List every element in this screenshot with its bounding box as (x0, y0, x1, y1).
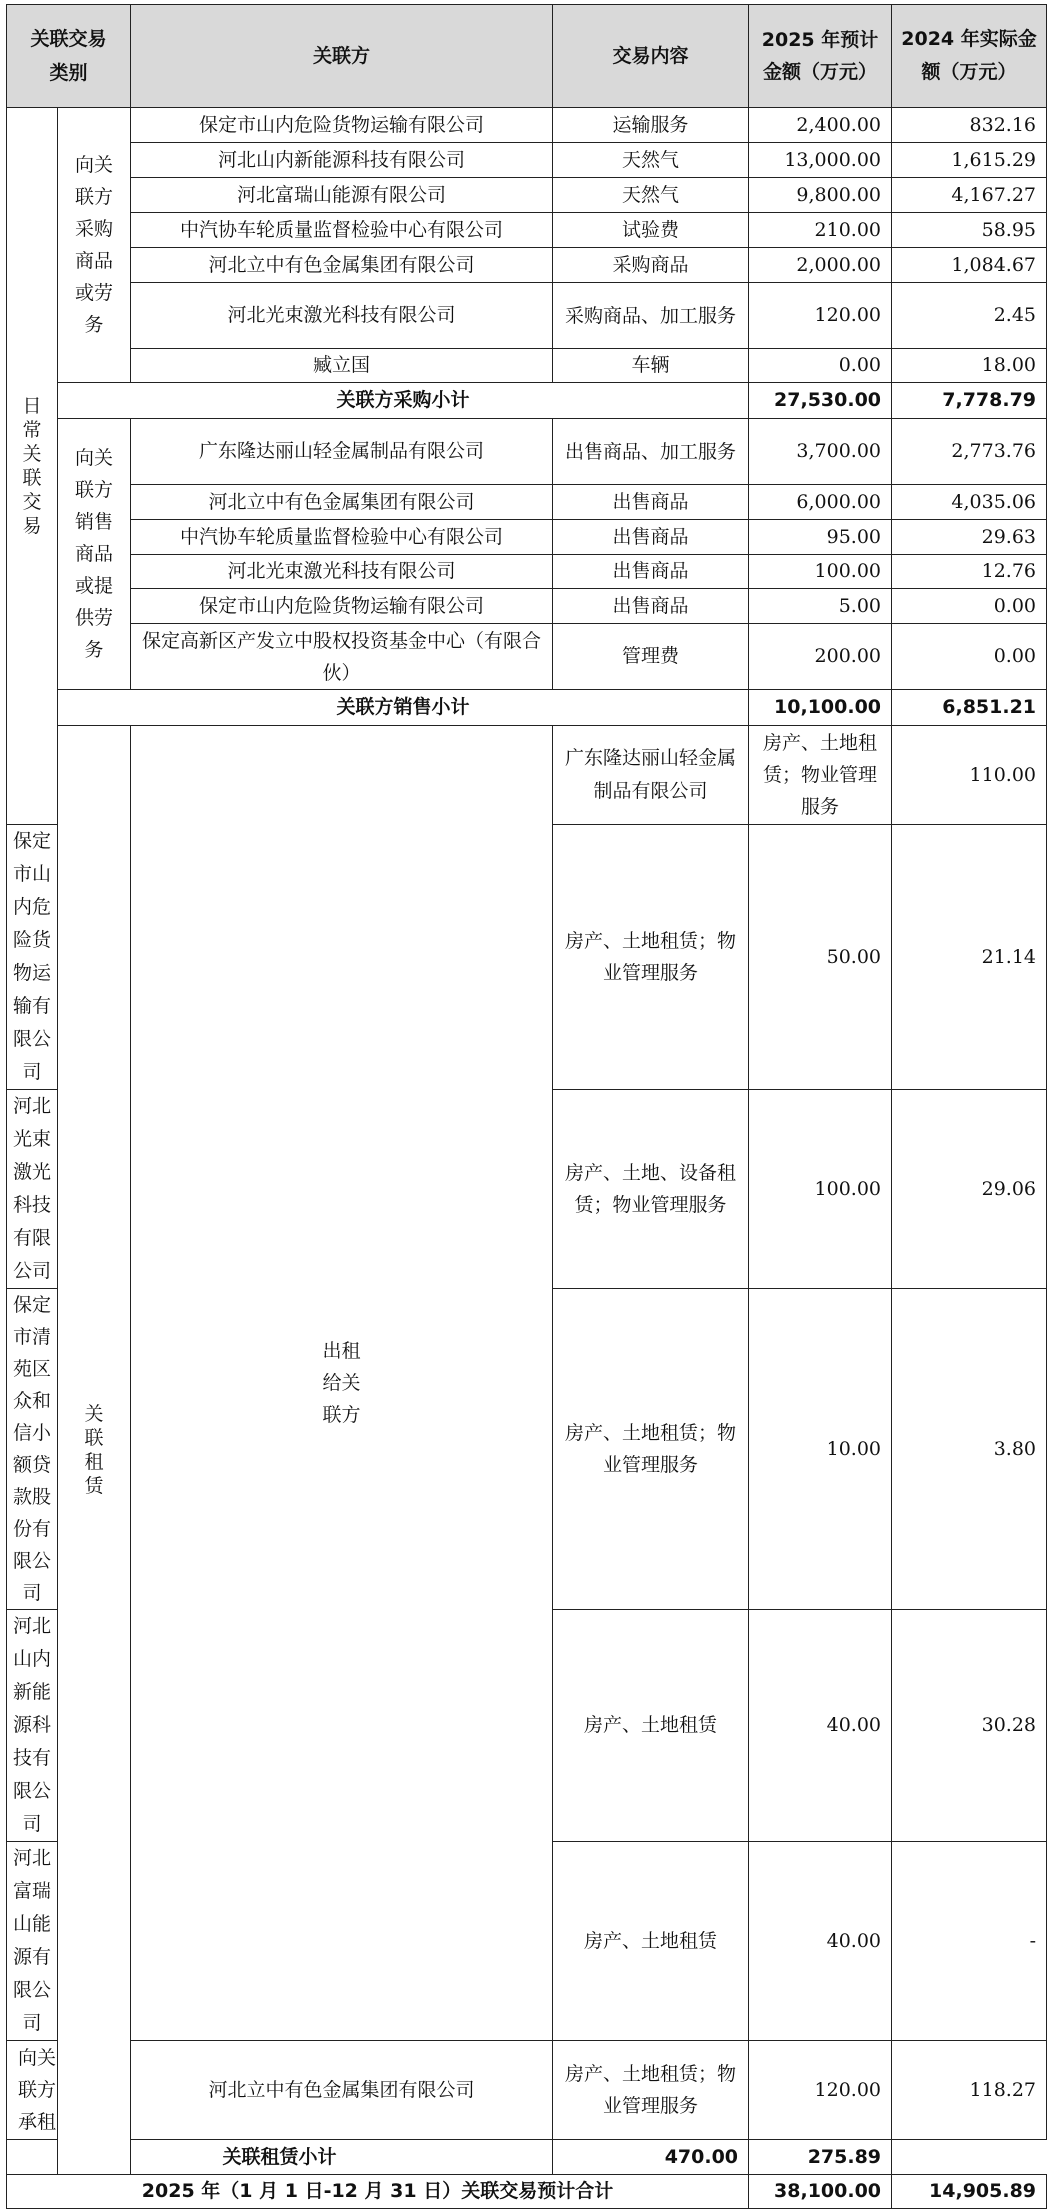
header-act-2024: 2024 年实际金额（万元） (892, 5, 1047, 108)
act-cell: 1,084.67 (892, 248, 1047, 283)
purchase-subtotal-est: 27,530.00 (749, 383, 892, 419)
content-cell: 天然气 (553, 143, 749, 178)
group-lease-out: 出租给关联方 (131, 726, 553, 2041)
content-cell: 运输服务 (553, 108, 749, 143)
est-cell: 110.00 (892, 726, 1047, 825)
purchase-subtotal-act: 7,778.79 (892, 383, 1047, 419)
content-cell: 房产、土地租赁；物业管理服务 (553, 825, 749, 1090)
content-cell: 房产、土地、设备租赁；物业管理服务 (553, 1090, 749, 1289)
act-cell: 4,035.06 (892, 485, 1047, 520)
act-cell: - (892, 1842, 1047, 2041)
est-cell: 6,000.00 (749, 485, 892, 520)
act-cell: 29.63 (892, 520, 1047, 555)
act-cell: 2.45 (892, 283, 1047, 349)
grand-total-est: 38,100.00 (749, 2175, 892, 2209)
content-cell: 管理费 (553, 624, 749, 690)
party-cell: 臧立国 (131, 349, 553, 383)
party-cell: 中汽协车轮质量监督检验中心有限公司 (131, 213, 553, 248)
content-cell: 房产、土地租赁 (553, 1842, 749, 2041)
act-cell: 3.80 (892, 1289, 1047, 1610)
header-content: 交易内容 (553, 5, 749, 108)
est-cell: 100.00 (749, 1090, 892, 1289)
act-cell: 4,167.27 (892, 178, 1047, 213)
related-transactions-table (6, 4, 1047, 2209)
party-cell: 河北立中有色金属集团有限公司 (131, 2041, 553, 2140)
est-cell: 5.00 (749, 589, 892, 624)
content-cell: 车辆 (553, 349, 749, 383)
est-cell: 3,700.00 (749, 419, 892, 485)
party-cell: 广东隆达丽山轻金属制品有限公司 (553, 726, 749, 825)
party-cell: 河北山内新能源科技有限公司 (131, 143, 553, 178)
act-cell: 0.00 (892, 589, 1047, 624)
header-est-2025: 2025 年预计金额（万元） (749, 5, 892, 108)
est-cell: 40.00 (749, 1842, 892, 2041)
act-cell: 1,615.29 (892, 143, 1047, 178)
party-cell: 保定市清苑区众和信小额贷款股份有限公司 (7, 1289, 58, 1610)
party-cell: 广东隆达丽山轻金属制品有限公司 (131, 419, 553, 485)
content-cell: 试验费 (553, 213, 749, 248)
party-cell: 河北光束激光科技有限公司 (131, 555, 553, 589)
act-cell: 58.95 (892, 213, 1047, 248)
party-cell: 保定市山内危险货物运输有限公司 (131, 589, 553, 624)
act-cell: 18.00 (892, 349, 1047, 383)
act-cell: 2,773.76 (892, 419, 1047, 485)
est-cell: 2,000.00 (749, 248, 892, 283)
est-cell: 120.00 (749, 283, 892, 349)
party-cell: 河北立中有色金属集团有限公司 (131, 485, 553, 520)
est-cell: 100.00 (749, 555, 892, 589)
content-cell: 房产、土地租赁 (553, 1610, 749, 1842)
group-purchase: 向关联方采购商品或劳务 (58, 108, 131, 383)
act-cell: 29.06 (892, 1090, 1047, 1289)
sales-subtotal-label: 关联方销售小计 (58, 690, 749, 726)
grand-total-label: 2025 年（1 月 1 日-12 月 31 日）关联交易预计合计 (7, 2175, 749, 2209)
party-cell: 保定市山内危险货物运输有限公司 (131, 108, 553, 143)
content-cell: 出售商品 (553, 485, 749, 520)
est-cell: 10.00 (749, 1289, 892, 1610)
est-cell: 120.00 (749, 2041, 892, 2140)
sales-subtotal-est: 10,100.00 (749, 690, 892, 726)
lease-subtotal-act: 275.89 (749, 2140, 892, 2175)
content-cell: 天然气 (553, 178, 749, 213)
act-cell: 832.16 (892, 108, 1047, 143)
act-cell: 0.00 (892, 624, 1047, 690)
lease-subtotal-label: 关联租赁小计 (7, 2140, 553, 2175)
header-party: 关联方 (131, 5, 553, 108)
act-cell: 12.76 (892, 555, 1047, 589)
header-category: 关联交易类别 (7, 5, 131, 108)
party-cell: 河北立中有色金属集团有限公司 (131, 248, 553, 283)
group-lease: 关联租赁 (58, 726, 131, 2175)
est-cell: 50.00 (749, 825, 892, 1090)
grand-total-act: 14,905.89 (892, 2175, 1047, 2209)
party-cell: 河北光束激光科技有限公司 (7, 1090, 58, 1289)
est-cell: 200.00 (749, 624, 892, 690)
content-cell: 房产、土地租赁；物业管理服务 (749, 726, 892, 825)
est-cell: 0.00 (749, 349, 892, 383)
purchase-subtotal-label: 关联方采购小计 (58, 383, 749, 419)
group-daily: 日常关联交易 (7, 108, 58, 825)
content-cell: 出售商品 (553, 520, 749, 555)
est-cell: 95.00 (749, 520, 892, 555)
est-cell: 2,400.00 (749, 108, 892, 143)
group-lease-in: 向关联方承租 (7, 2041, 58, 2140)
party-cell: 河北富瑞山能源有限公司 (7, 1842, 58, 2041)
content-cell: 出售商品 (553, 555, 749, 589)
party-cell: 河北山内新能源科技有限公司 (7, 1610, 58, 1842)
party-cell: 保定高新区产发立中股权投资基金中心（有限合伙） (131, 624, 553, 690)
content-cell: 采购商品 (553, 248, 749, 283)
act-cell: 30.28 (892, 1610, 1047, 1842)
content-cell: 房产、土地租赁；物业管理服务 (553, 1289, 749, 1610)
lease-subtotal-est: 470.00 (553, 2140, 749, 2175)
act-cell: 118.27 (892, 2041, 1047, 2140)
party-cell: 中汽协车轮质量监督检验中心有限公司 (131, 520, 553, 555)
content-cell: 采购商品、加工服务 (553, 283, 749, 349)
content-cell: 出售商品、加工服务 (553, 419, 749, 485)
est-cell: 210.00 (749, 213, 892, 248)
content-cell: 出售商品 (553, 589, 749, 624)
act-cell: 21.14 (892, 825, 1047, 1090)
group-sales: 向关联方销售商品或提供劳务 (58, 419, 131, 690)
party-cell: 河北富瑞山能源有限公司 (131, 178, 553, 213)
party-cell: 河北光束激光科技有限公司 (131, 283, 553, 349)
content-cell: 房产、土地租赁；物业管理服务 (553, 2041, 749, 2140)
est-cell: 40.00 (749, 1610, 892, 1842)
party-cell: 保定市山内危险货物运输有限公司 (7, 825, 58, 1090)
est-cell: 9,800.00 (749, 178, 892, 213)
sales-subtotal-act: 6,851.21 (892, 690, 1047, 726)
est-cell: 13,000.00 (749, 143, 892, 178)
